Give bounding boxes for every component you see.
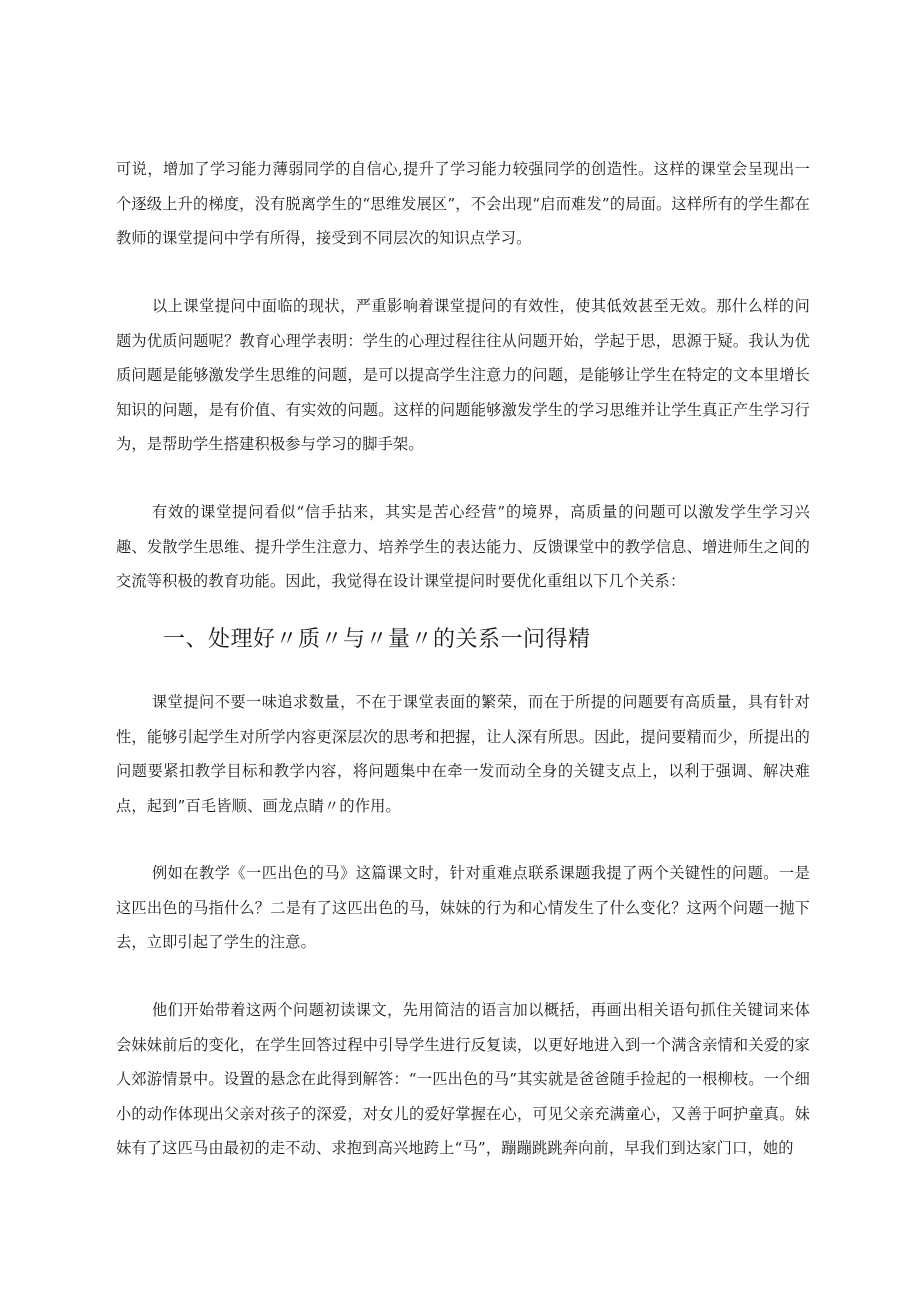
paragraph-reading-process: 他们开始带着这两个问题初读课文，先用简洁的语言加以概括，再画出相关语句抓住关键词来体会妹妹前后的变化，在学生回答过程中引导学生进行反复读，以更好地进入到一个满含亲情和关爱的家人郊游情景中。设置的悬念在此得到解答：“一匹出色的马”其实就是爸爸随手捡起的一根柳枝。一个细小的动作体现出父亲对孩子的深爱，对女儿的爱好掌握在心，可见父亲充满童心，又善于呵护童真。妹妹有了这匹马由最初的走不动、求抱到高兴地跨上“马”，蹦蹦跳跳奔向前，早我们到达家门口，她的 xyxy=(116,1001,810,1157)
paragraph-quality-over-quantity: 课堂提问不要一味追求数量，不在于课堂表面的繁荣，而在于所提的问题要有高质量，具有针对性，能够引起学生对所学内容更深层次的思考和把握，让人深有所思。因此，提问要精而少，所提出的问题要紧扣教学目标和教学内容，将问题集中在牵一发而动全身的关键支点上，以利于强调、解决难点，起到”百毛皆顺、画龙点睛〃的作用。 xyxy=(116,693,810,815)
paragraph-effective-questioning: 有效的课堂提问看似“信手拈来，其实是苦心经营”的境界，高质量的问题可以激发学生学习兴趣、发散学生思维、提升学生注意力、培养学生的表达能力、反馈课堂中的教学信息、增进师生之间的交流等积极的教育功能。因此，我觉得在设计课堂提问时要优化重组以下几个关系： xyxy=(116,503,810,590)
section-heading: 一、处理好〃质〃与〃量〃的关系一问得精 xyxy=(163,627,591,652)
paragraph-continuation: 可说，增加了学习能力薄弱同学的自信心,提升了学习能力较强同学的创造性。这样的课堂会呈现出一个逐级上升的梯度，没有脱离学生的“思维发展区”，不会出现“启而难发”的局面。这样所有的学生都在教师的课堂提问中学有所得，接受到不同层次的知识点学习。 xyxy=(116,160,810,247)
paragraph-example-lesson: 例如在教学《一匹出色的马》这篇课文时，针对重难点联系课题我提了两个关键性的问题。一是这匹出色的马指什么？二是有了这匹出色的马，妹妹的行为和心情发生了什么变化？这两个问题一抛下去，立即引起了学生的注意。 xyxy=(116,864,810,951)
paragraph-question-quality: 以上课堂提问中面临的现状，严重影响着课堂提问的有效性，使其低效甚至无效。那什么样的问题为优质问题呢？教育心理学表明：学生的心理过程往往从问题开始，学起于思，思源于疑。我认为优质问题是能够激发学生思维的问题，是可以提高学生注意力的问题，是能够让学生在特定的文本里增长知识的问题，是有价值、有实效的问题。这样的问题能够激发学生的学习思维并让学生真正产生学习行为，是帮助学生搭建积极参与学习的脚手架。 xyxy=(116,297,810,453)
